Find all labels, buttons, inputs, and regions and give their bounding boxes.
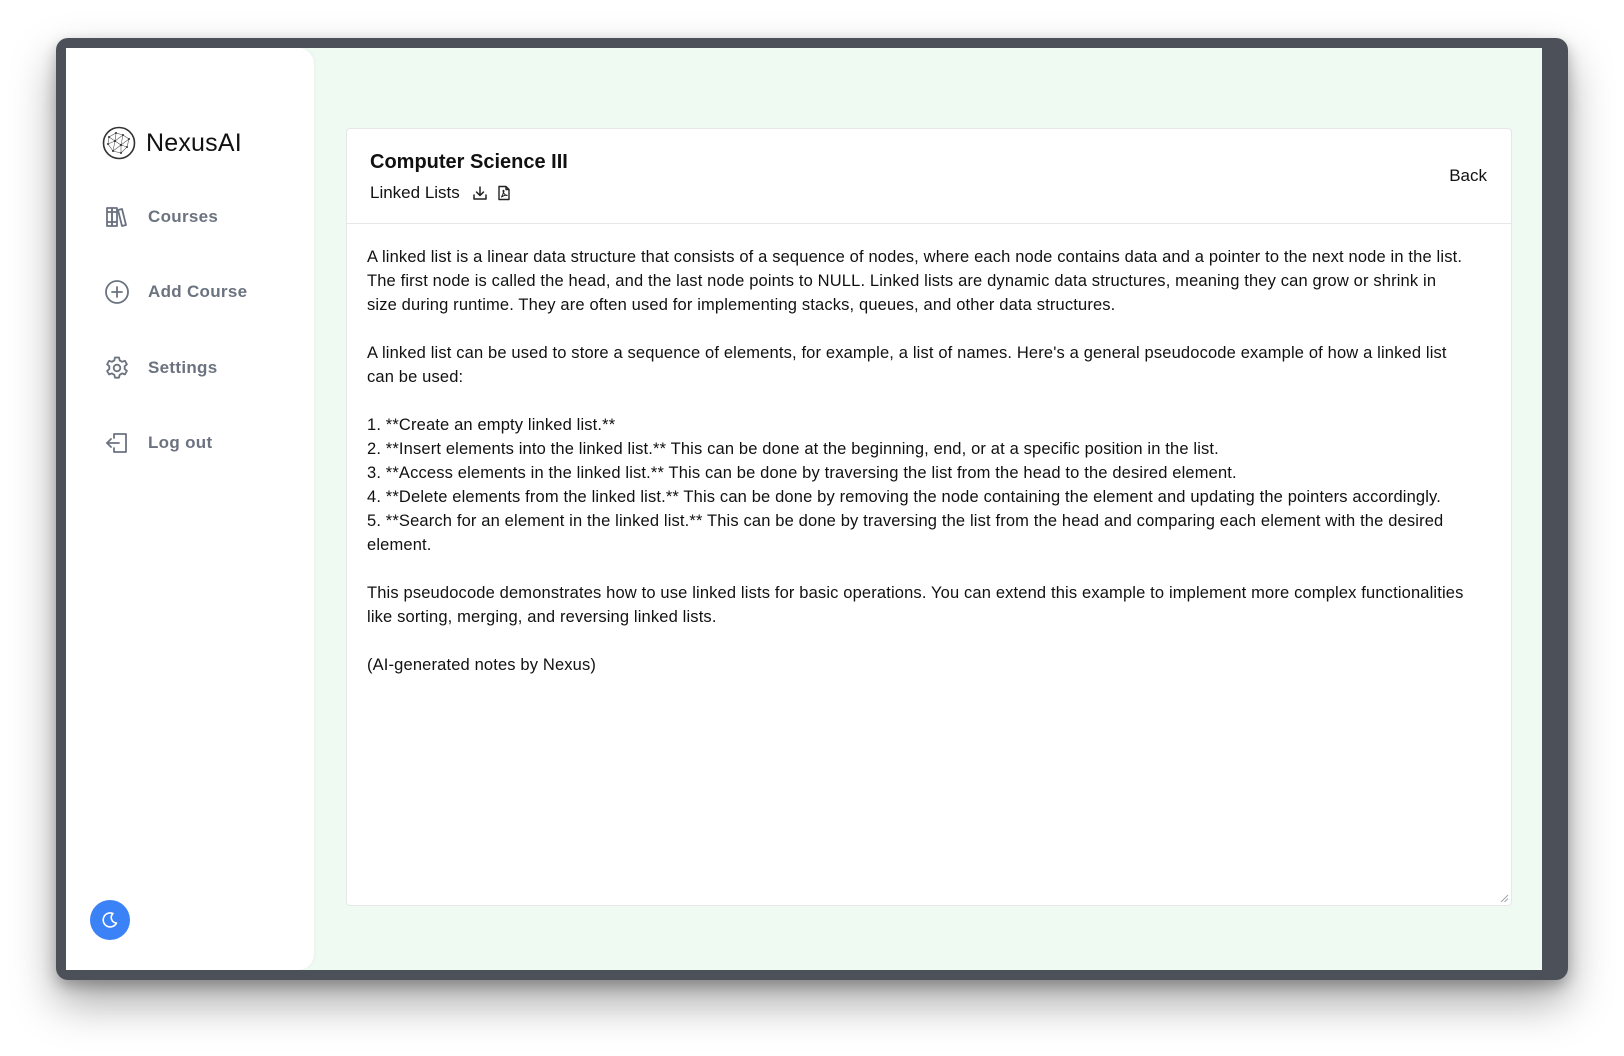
pdf-file-icon[interactable]: [496, 185, 512, 201]
app-window: [56, 38, 1568, 980]
globe-network-icon: [102, 126, 136, 160]
topic-row: [370, 183, 512, 203]
theme-toggle-button[interactable]: [90, 900, 130, 940]
sidebar-item-add-course[interactable]: [104, 279, 247, 305]
topic-title: Linked Lists: [370, 183, 460, 202]
brand-name: NexusAI: [146, 128, 242, 157]
sidebar-item-label: Courses: [148, 207, 219, 226]
sidebar: [66, 48, 314, 970]
resize-handle-icon[interactable]: [1499, 893, 1509, 903]
notes-textarea[interactable]: A linked list is a linear data structure that consists of a sequence of nodes, where each node contains data and a pointer to the next node in the list. The first node is called the head, and the last node points to NULL. Linked lists are dynamic data structures, meaning they can grow or shrink in size during runtime. They are often used for implementing stacks, queues, and other data structures. A linked list can be used to store a sequence of elements, for example, a list of names. Here's a general pseudocode example of how a linked list can be used: 1. **Create an empty linked list.** 2. **Insert elements into the linked list.** This can be done at the beginning, end, or at a specific position in the list. 3. **Access elements in the linked list.** This can be done by traversing the list from the head to the desired element. 4. **Delete elements from the linked list.** This can be done by removing the node containing the element and updating the pointers accordingly. 5. **Search for an element in the linked list.** This can be done by traversing the list from the head and comparing each element with the desired element. This pseudocode demonstrates how to use linked lists for basic operations. You can extend this example to implement more complex functionalities like sorting, merging, and reversing linked lists. (AI-generated notes by Nexus): [367, 248, 1464, 674]
back-button[interactable]: Back: [1449, 166, 1487, 185]
sidebar-item-label: Log out: [148, 433, 213, 452]
sidebar-item-courses[interactable]: [104, 204, 218, 230]
download-icon[interactable]: [472, 185, 488, 201]
course-title: Computer Science III: [370, 151, 568, 173]
notes-card: [346, 128, 1512, 906]
moon-icon: [100, 910, 120, 930]
app-screen: [66, 48, 1542, 970]
sidebar-item-label: Add Course: [148, 282, 248, 301]
sidebar-item-logout[interactable]: [104, 430, 212, 456]
logout-icon: [104, 430, 130, 456]
plus-circle-icon: [104, 279, 130, 305]
sidebar-item-settings[interactable]: [104, 355, 217, 381]
gear-icon: [104, 355, 130, 381]
card-header: [347, 129, 1511, 224]
sidebar-item-label: Settings: [148, 358, 218, 377]
books-icon: [104, 204, 130, 230]
brand[interactable]: [102, 126, 242, 160]
